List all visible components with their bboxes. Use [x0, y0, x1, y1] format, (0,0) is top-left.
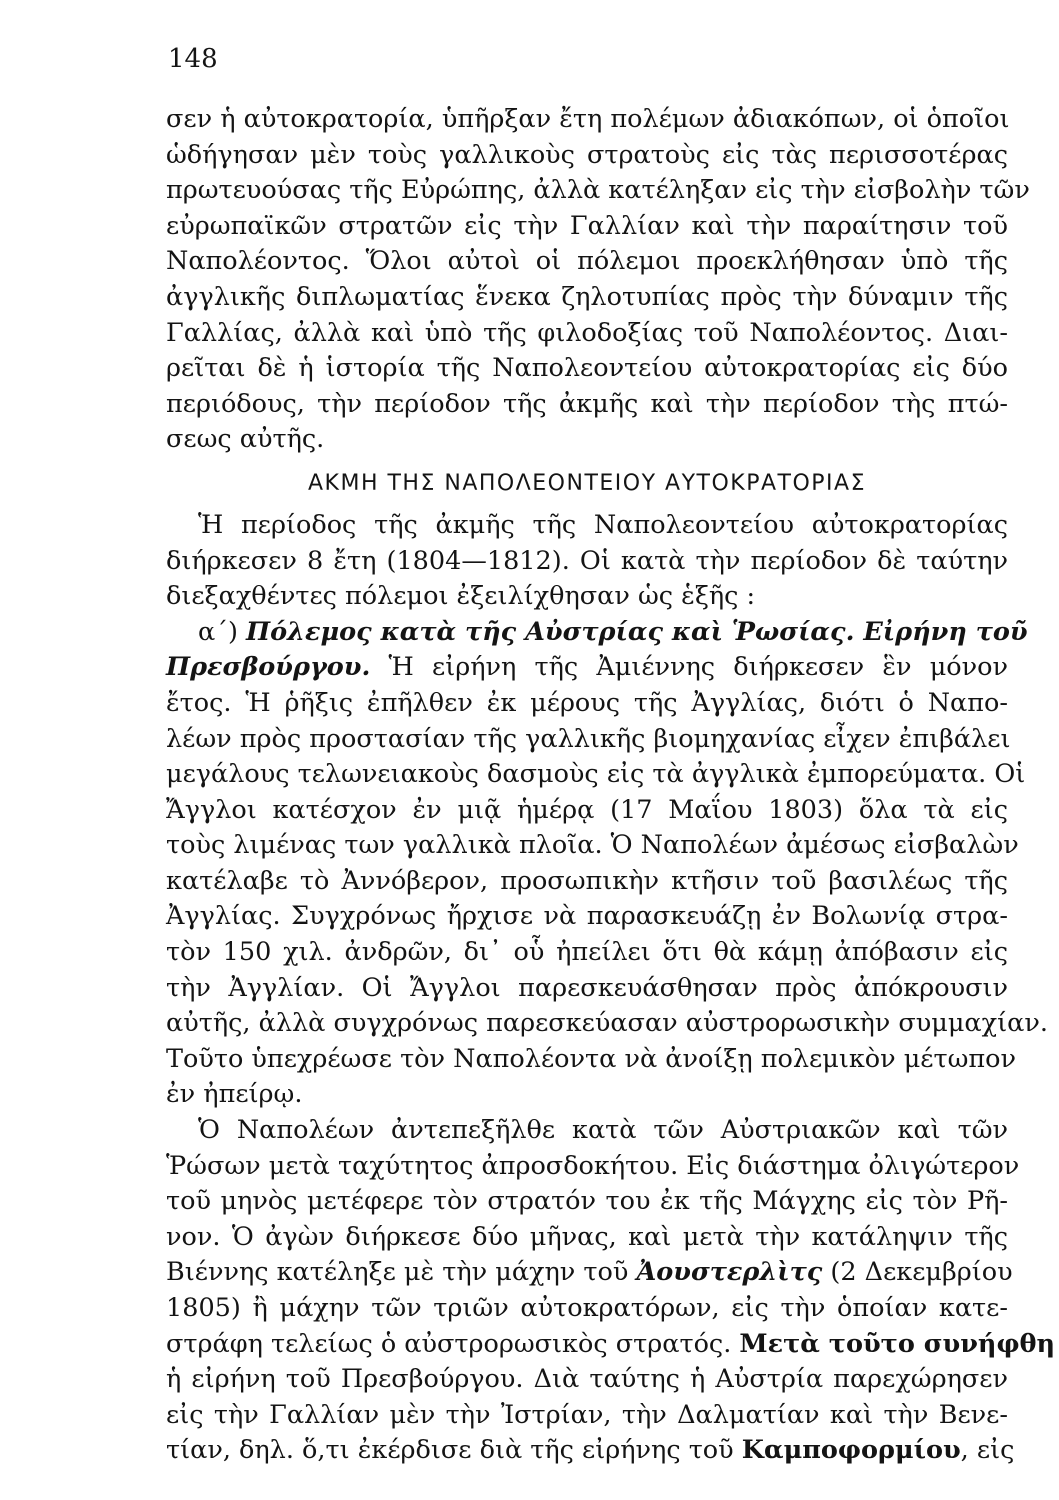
treaty-name: Καμποφορμίου	[741, 1435, 961, 1466]
text-line: αὐτῆς, ἀλλὰ συγχρόνως παρεσκεύασαν αὐστρορωσικὴν συμμαχίαν.	[166, 1008, 1048, 1039]
text-line: Γαλλίας, ἀλλὰ καὶ ὑπὸ τῆς φιλοδοξίας τοῦ Ναπολέοντος. Διαι-	[166, 317, 1008, 348]
text-line: Ἡ περίοδος τῆς ἀκμῆς τῆς Ναπολεοντείου αὐτοκρατορίας	[198, 509, 1008, 540]
page-number: 148	[168, 44, 218, 74]
text-run: Ἡ εἰρήνη τῆς Ἀμιέννης διήρκεσεν ἓν μόνον	[370, 652, 1008, 683]
text-run: στράφη τελείως ὁ αὐστρορωσικὸς στρατός.	[166, 1328, 740, 1359]
text-line: εἰς τὴν Γαλλίαν μὲν τὴν Ἰστρίαν, τὴν Δαλματίαν καὶ τὴν Βενε-	[166, 1399, 1008, 1430]
text-line: τὸν 150 χιλ. ἀνδρῶν, δι᾽ οὗ ἠπείλει ὅτι θὰ κάμῃ ἀπόβασιν εἰς	[166, 937, 1008, 968]
battle-name: Ἀουστερλὶτς	[636, 1257, 823, 1288]
text-line: σεως αὐτῆς.	[166, 424, 325, 455]
text-line: ἡ εἰρήνη τοῦ Πρεσβούργου. Διὰ ταύτης ἡ Αὐστρία παρεχώρησεν	[166, 1364, 1008, 1395]
text-run: , εἰς	[960, 1435, 1015, 1466]
body-text	[166, 102, 1056, 1469]
text-line: κατέλαβε τὸ Ἀννόβερον, προσωπικὴν κτῆσιν τοῦ βασιλέως τῆς	[166, 865, 1008, 896]
text-run: (2 Δεκεμβρίου	[822, 1257, 1013, 1288]
text-line: Ἀγγλίας. Συγχρόνως ἤρχισε νὰ παρασκευάζῃ ἐν Βολωνίᾳ στρα-	[166, 901, 1008, 932]
text-line: περιόδους, τὴν περίοδον τῆς ἀκμῆς καὶ τὴν περίοδον τὴς πτώ-	[166, 388, 1008, 419]
subsection-title-line	[166, 650, 1008, 686]
text-line: μεγάλους τελωνειακοὺς δασμοὺς εἰς τὰ ἀγγλικὰ ἐμπορεύματα. Οἱ	[166, 759, 1026, 790]
text-line: διήρκεσεν 8 ἔτη (1804—1812). Οἱ κατὰ τὴν περίοδον δὲ ταύτην	[166, 545, 1008, 576]
text-line: σεν ἡ αὐτοκρατορία, ὑπῆρξαν ἔτη πολέμων ἀδιακόπων, οἱ ὁποῖοι	[166, 104, 1010, 134]
text-line: ἐν ἠπείρῳ.	[166, 1079, 303, 1110]
text-line: τοῦ μηνὸς μετέφερε τὸν στρατόν του ἐκ τῆς Μάγχης εἰς τὸν Ρῆ-	[166, 1186, 1008, 1217]
emphasis-run: Μετὰ τοῦτο συνήφθη	[739, 1328, 1056, 1359]
text-line: Ἄγγλοι κατέσχον ἐν μιᾷ ἡμέρᾳ (17 Μαΐου 1803) ὅλα τὰ εἰς	[166, 794, 1008, 825]
list-marker: α΄)	[198, 616, 238, 647]
text-line: Ναπολέοντος. Ὅλοι αὐτοὶ οἱ πόλεμοι προεκλήθησαν ὑπὸ τῆς	[166, 246, 1008, 277]
text-line: εὐρωπαϊκῶν στρατῶν εἰς τὴν Γαλλίαν καὶ τὴν παραίτησιν τοῦ	[166, 210, 1008, 241]
subsection-title: Πόλεμος κατὰ τῆς Αὐστρίας καὶ Ῥωσίας. Εἰρήνη τοῦ	[246, 616, 1028, 647]
text-line: Ῥώσων μετὰ ταχύτητος ἀπροσδοκήτου. Εἰς διάστημα ὀλιγώτερον	[166, 1150, 1020, 1181]
text-line: 1805) ἢ μάχην τῶν τριῶν αὐτοκρατόρων, εἰς τὴν ὁποίαν κατε-	[166, 1293, 1008, 1323]
text-line: ὡδήγησαν μὲν τοὺς γαλλικοὺς στρατοὺς εἰς τὰς περισσοτέρας	[166, 139, 1008, 170]
text-line: λέων πρὸς προστασίαν τῆς γαλλικῆς βιομηχανίας εἶχεν ἐπιβάλει	[166, 723, 1011, 754]
text-line: Τοῦτο ὑπεχρέωσε τὸν Ναπολέοντα νὰ ἀνοίξῃ πολεμικὸν μέτωπον	[166, 1043, 1017, 1074]
subsection-title-line	[166, 615, 1028, 651]
text-line: ἔτος. Ἡ ῥῆξις ἐπῆλθεν ἐκ μέρους τῆς Ἀγγλίας, διότι ὁ Ναπο-	[166, 687, 1008, 718]
text-line: τοὺς λιμένας των γαλλικὰ πλοῖα. Ὁ Ναπολέων ἀμέσως εἰσβαλὼν	[166, 830, 1019, 861]
text-line	[166, 1433, 1015, 1469]
text-line: ρεῖται δὲ ἡ ἱστορία τῆς Ναπολεοντείου αὐτοκρατορίας εἰς δύο	[166, 353, 1008, 384]
text-line: πρωτευούσας τῆς Εὐρώπης, ἀλλὰ κατέληξαν εἰς τὴν εἰσβολὴν τῶν	[166, 175, 1030, 206]
text-line	[166, 1327, 1056, 1363]
text-line: διεξαχθέντες πόλεμοι ἐξειλίχθησαν ὡς ἑξῆς :	[166, 581, 756, 612]
text-run: τίαν, δηλ. ὅ,τι ἐκέρδισε διὰ τῆς εἰρήνης τοῦ	[166, 1435, 742, 1466]
text-line	[166, 1255, 1013, 1291]
subsection-title: Πρεσβούργου.	[166, 652, 371, 683]
text-line: Ὁ Ναπολέων ἀντεπεξῆλθε κατὰ τῶν Αὐστριακῶν καὶ τῶν	[198, 1115, 1008, 1146]
text-line: τὴν Ἀγγλίαν. Οἱ Ἄγγλοι παρεσκευάσθησαν πρὸς ἀπόκρουσιν	[166, 972, 1008, 1003]
text-line: ἀγγλικῆς διπλωματίας ἕνεκα ζηλοτυπίας πρὸς τὴν δύναμιν τῆς	[166, 281, 1008, 312]
text-line: νον. Ὁ ἀγὼν διήρκεσε δύο μῆνας, καὶ μετὰ τὴν κατάληψιν τῆς	[166, 1221, 1008, 1252]
section-heading: ΑΚΜΗ ΤΗΣ ΝΑΠΟΛΕΟΝΤΕΙΟΥ ΑΥΤΟΚΡΑΤΟΡΙΑΣ	[308, 470, 866, 496]
text-run: Βιέννης κατέληξε μὲ τὴν μάχην τοῦ	[166, 1257, 637, 1288]
